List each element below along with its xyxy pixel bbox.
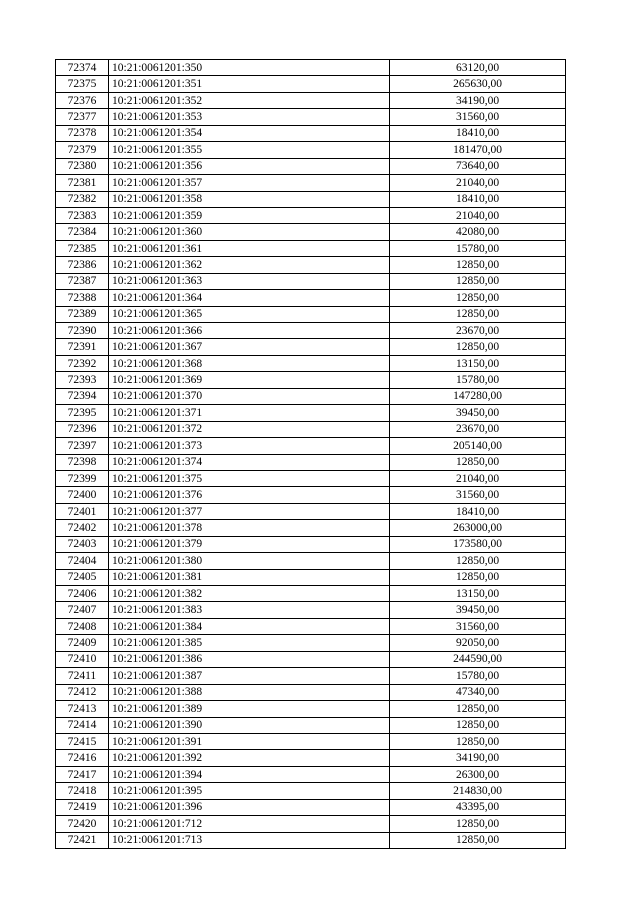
table-row — [56, 438, 566, 454]
table-row — [56, 175, 566, 191]
row-number: 72389 — [56, 306, 109, 322]
cadastral-number: 10:21:0061201:375 — [109, 470, 390, 486]
row-number: 72385 — [56, 240, 109, 256]
cadastral-value: 42080,00 — [390, 224, 566, 240]
row-number: 72409 — [56, 635, 109, 651]
cadastral-number: 10:21:0061201:352 — [109, 92, 390, 108]
row-number: 72378 — [56, 125, 109, 141]
row-number: 72421 — [56, 832, 109, 848]
cadastral-value: 31560,00 — [390, 487, 566, 503]
cadastral-value: 12850,00 — [390, 553, 566, 569]
row-number: 72388 — [56, 290, 109, 306]
table-row — [56, 273, 566, 289]
cadastral-value: 31560,00 — [390, 618, 566, 634]
cadastral-value: 47340,00 — [390, 684, 566, 700]
cadastral-number: 10:21:0061201:365 — [109, 306, 390, 322]
row-number: 72411 — [56, 668, 109, 684]
cadastral-number: 10:21:0061201:396 — [109, 799, 390, 815]
row-number: 72386 — [56, 257, 109, 273]
cadastral-number: 10:21:0061201:367 — [109, 339, 390, 355]
cadastral-number: 10:21:0061201:364 — [109, 290, 390, 306]
table-row — [56, 207, 566, 223]
cadastral-value: 63120,00 — [390, 60, 566, 76]
cadastral-value: 181470,00 — [390, 142, 566, 158]
cadastral-value: 12850,00 — [390, 290, 566, 306]
table-row — [56, 92, 566, 108]
cadastral-number: 10:21:0061201:389 — [109, 701, 390, 717]
cadastral-value: 263000,00 — [390, 520, 566, 536]
row-number: 72392 — [56, 355, 109, 371]
cadastral-value: 12850,00 — [390, 816, 566, 832]
table-row — [56, 224, 566, 240]
cadastral-value: 18410,00 — [390, 503, 566, 519]
table-row — [56, 701, 566, 717]
row-number: 72398 — [56, 454, 109, 470]
cadastral-number: 10:21:0061201:357 — [109, 175, 390, 191]
cadastral-number: 10:21:0061201:394 — [109, 766, 390, 782]
row-number: 72387 — [56, 273, 109, 289]
cadastral-value-table — [55, 59, 566, 849]
table-row — [56, 388, 566, 404]
cadastral-number: 10:21:0061201:713 — [109, 832, 390, 848]
cadastral-value: 18410,00 — [390, 191, 566, 207]
row-number: 72400 — [56, 487, 109, 503]
row-number: 72390 — [56, 323, 109, 339]
table-row — [56, 733, 566, 749]
table-row — [56, 405, 566, 421]
table-row — [56, 553, 566, 569]
table-row — [56, 586, 566, 602]
row-number: 72408 — [56, 618, 109, 634]
cadastral-value: 43395,00 — [390, 799, 566, 815]
row-number: 72379 — [56, 142, 109, 158]
row-number: 72399 — [56, 470, 109, 486]
table-row — [56, 158, 566, 174]
cadastral-number: 10:21:0061201:353 — [109, 109, 390, 125]
table-row — [56, 651, 566, 667]
table-row — [56, 60, 566, 76]
cadastral-value: 26300,00 — [390, 766, 566, 782]
cadastral-value: 173580,00 — [390, 536, 566, 552]
table-row — [56, 306, 566, 322]
row-number: 72374 — [56, 60, 109, 76]
row-number: 72393 — [56, 372, 109, 388]
row-number: 72383 — [56, 207, 109, 223]
table-row — [56, 240, 566, 256]
table-body — [56, 60, 566, 849]
cadastral-value: 12850,00 — [390, 257, 566, 273]
cadastral-number: 10:21:0061201:370 — [109, 388, 390, 404]
row-number: 72394 — [56, 388, 109, 404]
row-number: 72412 — [56, 684, 109, 700]
cadastral-value: 18410,00 — [390, 125, 566, 141]
cadastral-number: 10:21:0061201:361 — [109, 240, 390, 256]
cadastral-value: 39450,00 — [390, 405, 566, 421]
row-number: 72381 — [56, 175, 109, 191]
row-number: 72376 — [56, 92, 109, 108]
cadastral-number: 10:21:0061201:391 — [109, 733, 390, 749]
row-number: 72404 — [56, 553, 109, 569]
cadastral-value: 15780,00 — [390, 372, 566, 388]
cadastral-value: 92050,00 — [390, 635, 566, 651]
cadastral-number: 10:21:0061201:385 — [109, 635, 390, 651]
row-number: 72417 — [56, 766, 109, 782]
cadastral-number: 10:21:0061201:388 — [109, 684, 390, 700]
cadastral-value: 15780,00 — [390, 240, 566, 256]
table-row — [56, 421, 566, 437]
table-row — [56, 142, 566, 158]
cadastral-number: 10:21:0061201:350 — [109, 60, 390, 76]
row-number: 72418 — [56, 783, 109, 799]
cadastral-number: 10:21:0061201:369 — [109, 372, 390, 388]
cadastral-number: 10:21:0061201:351 — [109, 76, 390, 92]
cadastral-value: 12850,00 — [390, 717, 566, 733]
cadastral-number: 10:21:0061201:358 — [109, 191, 390, 207]
cadastral-number: 10:21:0061201:373 — [109, 438, 390, 454]
cadastral-value: 13150,00 — [390, 355, 566, 371]
cadastral-value: 12850,00 — [390, 832, 566, 848]
cadastral-value: 205140,00 — [390, 438, 566, 454]
cadastral-number: 10:21:0061201:712 — [109, 816, 390, 832]
row-number: 72401 — [56, 503, 109, 519]
cadastral-value: 12850,00 — [390, 701, 566, 717]
cadastral-value: 244590,00 — [390, 651, 566, 667]
table-row — [56, 191, 566, 207]
row-number: 72403 — [56, 536, 109, 552]
row-number: 72375 — [56, 76, 109, 92]
cadastral-value: 12850,00 — [390, 733, 566, 749]
table-row — [56, 684, 566, 700]
cadastral-number: 10:21:0061201:356 — [109, 158, 390, 174]
cadastral-value: 15780,00 — [390, 668, 566, 684]
cadastral-value: 147280,00 — [390, 388, 566, 404]
cadastral-value: 39450,00 — [390, 602, 566, 618]
cadastral-number: 10:21:0061201:390 — [109, 717, 390, 733]
row-number: 72382 — [56, 191, 109, 207]
cadastral-value: 31560,00 — [390, 109, 566, 125]
cadastral-number: 10:21:0061201:368 — [109, 355, 390, 371]
table-row — [56, 257, 566, 273]
table-row — [56, 290, 566, 306]
row-number: 72420 — [56, 816, 109, 832]
table-row — [56, 109, 566, 125]
row-number: 72415 — [56, 733, 109, 749]
cadastral-number: 10:21:0061201:354 — [109, 125, 390, 141]
row-number: 72405 — [56, 569, 109, 585]
cadastral-number: 10:21:0061201:387 — [109, 668, 390, 684]
cadastral-number: 10:21:0061201:379 — [109, 536, 390, 552]
table-row — [56, 487, 566, 503]
row-number: 72396 — [56, 421, 109, 437]
cadastral-value: 214830,00 — [390, 783, 566, 799]
cadastral-number: 10:21:0061201:355 — [109, 142, 390, 158]
row-number: 72410 — [56, 651, 109, 667]
cadastral-number: 10:21:0061201:377 — [109, 503, 390, 519]
cadastral-value: 12850,00 — [390, 339, 566, 355]
cadastral-number: 10:21:0061201:376 — [109, 487, 390, 503]
cadastral-value: 265630,00 — [390, 76, 566, 92]
row-number: 72391 — [56, 339, 109, 355]
row-number: 72384 — [56, 224, 109, 240]
cadastral-value: 12850,00 — [390, 273, 566, 289]
cadastral-value: 23670,00 — [390, 421, 566, 437]
cadastral-value: 21040,00 — [390, 207, 566, 223]
cadastral-number: 10:21:0061201:378 — [109, 520, 390, 536]
table-row — [56, 372, 566, 388]
row-number: 72395 — [56, 405, 109, 421]
table-row — [56, 832, 566, 848]
row-number: 72413 — [56, 701, 109, 717]
cadastral-value: 12850,00 — [390, 306, 566, 322]
cadastral-number: 10:21:0061201:381 — [109, 569, 390, 585]
row-number: 72407 — [56, 602, 109, 618]
cadastral-value: 12850,00 — [390, 569, 566, 585]
row-number: 72402 — [56, 520, 109, 536]
table-row — [56, 668, 566, 684]
cadastral-number: 10:21:0061201:374 — [109, 454, 390, 470]
cadastral-value: 34190,00 — [390, 750, 566, 766]
cadastral-number: 10:21:0061201:366 — [109, 323, 390, 339]
cadastral-number: 10:21:0061201:392 — [109, 750, 390, 766]
table-row — [56, 766, 566, 782]
row-number: 72414 — [56, 717, 109, 733]
table-row — [56, 618, 566, 634]
cadastral-number: 10:21:0061201:380 — [109, 553, 390, 569]
cadastral-value: 23670,00 — [390, 323, 566, 339]
table-row — [56, 454, 566, 470]
cadastral-number: 10:21:0061201:383 — [109, 602, 390, 618]
table-row — [56, 799, 566, 815]
row-number: 72397 — [56, 438, 109, 454]
table-row — [56, 783, 566, 799]
row-number: 72377 — [56, 109, 109, 125]
cadastral-number: 10:21:0061201:360 — [109, 224, 390, 240]
table-row — [56, 602, 566, 618]
cadastral-number: 10:21:0061201:395 — [109, 783, 390, 799]
row-number: 72406 — [56, 586, 109, 602]
cadastral-value: 21040,00 — [390, 470, 566, 486]
row-number: 72416 — [56, 750, 109, 766]
row-number: 72419 — [56, 799, 109, 815]
cadastral-number: 10:21:0061201:386 — [109, 651, 390, 667]
table-row — [56, 355, 566, 371]
table-row — [56, 520, 566, 536]
row-number: 72380 — [56, 158, 109, 174]
cadastral-number: 10:21:0061201:371 — [109, 405, 390, 421]
table-row — [56, 569, 566, 585]
table-row — [56, 816, 566, 832]
cadastral-value: 12850,00 — [390, 454, 566, 470]
cadastral-value: 21040,00 — [390, 175, 566, 191]
cadastral-number: 10:21:0061201:363 — [109, 273, 390, 289]
cadastral-value: 34190,00 — [390, 92, 566, 108]
table-row — [56, 125, 566, 141]
table-row — [56, 635, 566, 651]
cadastral-number: 10:21:0061201:384 — [109, 618, 390, 634]
table-row — [56, 323, 566, 339]
cadastral-value: 73640,00 — [390, 158, 566, 174]
table-row — [56, 470, 566, 486]
cadastral-number: 10:21:0061201:359 — [109, 207, 390, 223]
table-row — [56, 503, 566, 519]
cadastral-value: 13150,00 — [390, 586, 566, 602]
table-row — [56, 750, 566, 766]
table-row — [56, 536, 566, 552]
table-row — [56, 339, 566, 355]
table-row — [56, 717, 566, 733]
cadastral-number: 10:21:0061201:382 — [109, 586, 390, 602]
cadastral-number: 10:21:0061201:362 — [109, 257, 390, 273]
table-row — [56, 76, 566, 92]
cadastral-number: 10:21:0061201:372 — [109, 421, 390, 437]
